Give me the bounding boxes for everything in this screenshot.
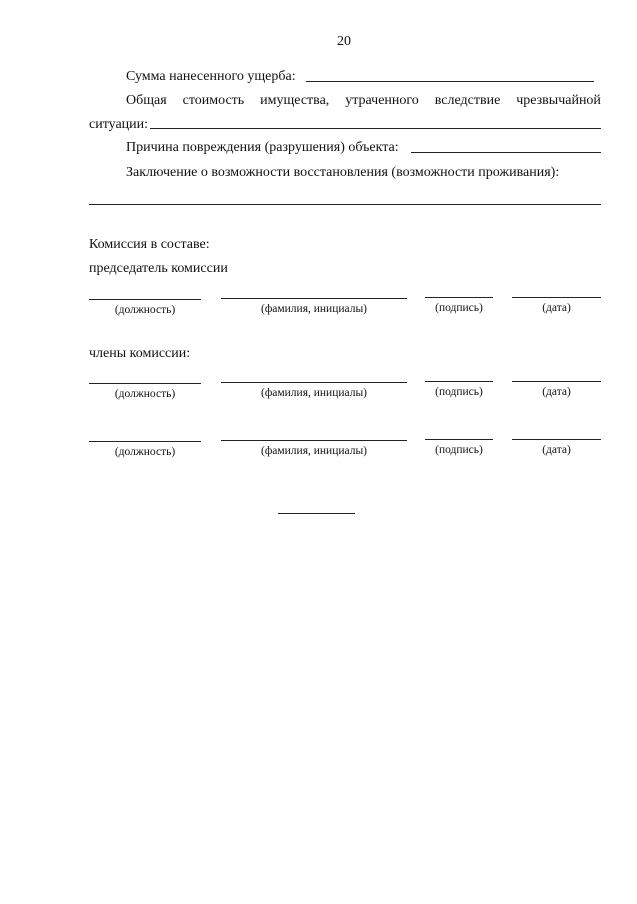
chairman-date-line[interactable]	[512, 297, 601, 298]
member2-signature-caption: (подпись)	[435, 444, 483, 456]
chairman-name-caption: (фамилия, инициалы)	[260, 303, 368, 315]
member1-signature-line[interactable]	[425, 381, 493, 382]
total-value-word: утраченного	[345, 93, 419, 108]
page-number: 20	[337, 34, 351, 49]
member1-name-caption: (фамилия, инициалы)	[260, 387, 368, 399]
member2-position-line[interactable]	[89, 441, 201, 442]
total-value-word: вследствие	[434, 93, 501, 108]
total-value-word: имущества,	[260, 93, 330, 108]
commission-heading: Комиссия в составе:	[89, 237, 210, 252]
chairman-date-caption: (дата)	[542, 302, 571, 314]
damage-sum-field-line[interactable]	[306, 81, 594, 82]
member1-date-line[interactable]	[512, 381, 601, 382]
chairman-signature-caption: (подпись)	[435, 302, 483, 314]
total-value-label-line2: ситуации:	[89, 117, 149, 132]
chairman-position-line[interactable]	[89, 299, 201, 300]
total-value-label-line1	[126, 92, 601, 109]
damage-sum-label: Сумма нанесенного ущерба:	[126, 69, 296, 84]
member2-date-line[interactable]	[512, 439, 601, 440]
chairman-signature-line[interactable]	[425, 297, 493, 298]
member1-position-caption: (должность)	[114, 388, 176, 400]
member2-name-line[interactable]	[221, 440, 407, 441]
member1-position-line[interactable]	[89, 383, 201, 384]
member1-signature-caption: (подпись)	[435, 386, 483, 398]
total-value-field-line[interactable]	[150, 128, 601, 129]
cause-label: Причина повреждения (разрушения) объекта:	[126, 140, 399, 155]
member1-date-caption: (дата)	[542, 386, 571, 398]
member1-name-line[interactable]	[221, 382, 407, 383]
member2-name-caption: (фамилия, инициалы)	[260, 445, 368, 457]
chairman-position-caption: (должность)	[114, 304, 176, 316]
cause-field-line[interactable]	[411, 152, 601, 153]
chairman-label: председатель комиссии	[89, 261, 228, 276]
member2-position-caption: (должность)	[114, 446, 176, 458]
total-value-word: Общая	[126, 93, 167, 108]
total-value-word: стоимость	[182, 93, 245, 108]
chairman-name-line[interactable]	[221, 298, 407, 299]
conclusion-field-line[interactable]	[89, 204, 601, 205]
conclusion-label: Заключение о возможности восстановления (возможности проживания):	[126, 165, 560, 180]
members-label: члены комиссии:	[89, 346, 191, 361]
member2-signature-line[interactable]	[425, 439, 493, 440]
end-separator	[278, 513, 355, 514]
member2-date-caption: (дата)	[542, 444, 571, 456]
total-value-word: чрезвычайной	[516, 93, 601, 108]
